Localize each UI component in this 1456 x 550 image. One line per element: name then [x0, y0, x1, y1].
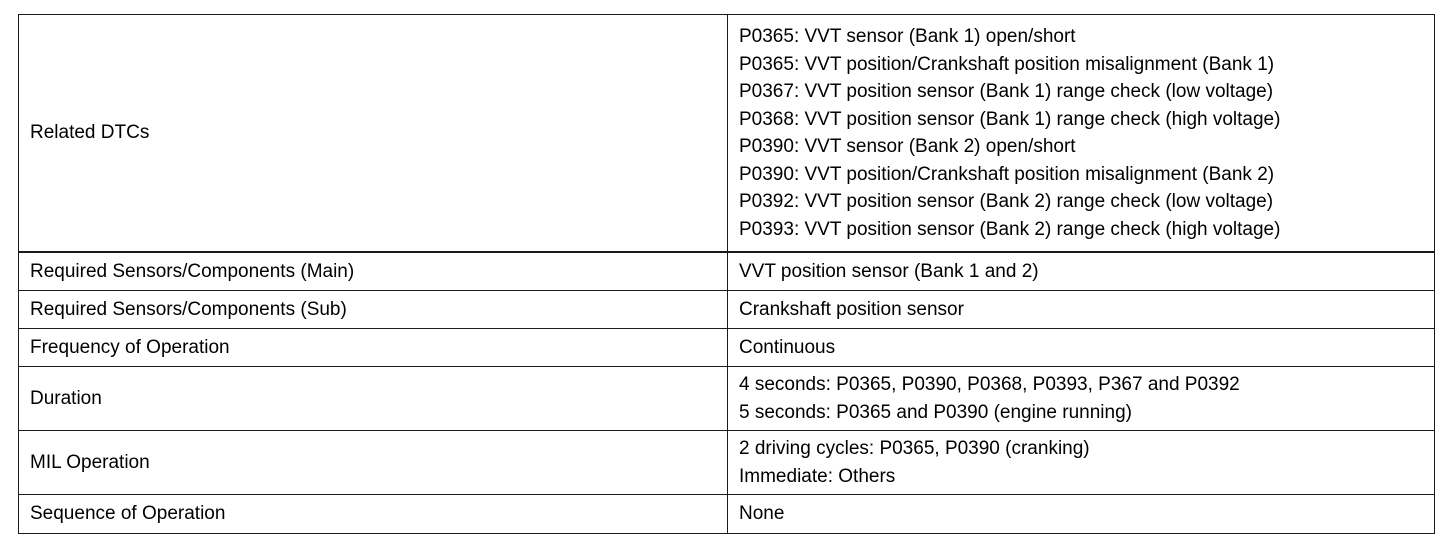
row-label: Required Sensors/Components (Main) — [19, 252, 728, 291]
table-row-duration — [19, 367, 1435, 431]
row-value — [728, 367, 1435, 431]
row-value — [728, 495, 1435, 534]
table-row-main-components — [19, 252, 1435, 291]
dtc-line: P0393: VVT position sensor (Bank 2) range check (high voltage) — [739, 218, 1281, 240]
table-row-sub-components — [19, 291, 1435, 329]
dtc-line: P0390: VVT position/Crankshaft position misalignment (Bank 2) — [739, 163, 1275, 185]
value-line: 4 seconds: P0365, P0390, P0368, P0393, P367 and P0392 — [739, 374, 1240, 395]
dtc-line: P0390: VVT sensor (Bank 2) open/short — [739, 136, 1076, 157]
table-row-related-dtcs — [19, 15, 1435, 253]
value-line: Continuous — [739, 336, 836, 358]
value-line: VVT position sensor (Bank 1 and 2) — [739, 260, 1039, 282]
row-value — [728, 431, 1435, 495]
row-value — [728, 252, 1435, 291]
value-line: 5 seconds: P0365 and P0390 (engine running) — [739, 401, 1132, 423]
row-label: Duration — [19, 367, 728, 431]
monitor-spec-table — [18, 14, 1435, 534]
dtc-line: P0392: VVT position sensor (Bank 2) range check (low voltage) — [739, 191, 1274, 212]
row-value — [728, 329, 1435, 367]
dtc-line: P0367: VVT position sensor (Bank 1) range check (low voltage) — [739, 81, 1274, 102]
dtc-line: P0368: VVT position sensor (Bank 1) range check (high voltage) — [739, 108, 1281, 130]
value-line: None — [739, 503, 785, 525]
row-label: Frequency of Operation — [19, 329, 728, 367]
table-row-mil-operation — [19, 431, 1435, 495]
value-line: Crankshaft position sensor — [739, 298, 964, 320]
row-label: Sequence of Operation — [19, 495, 728, 534]
value-line: Immediate: Others — [739, 465, 896, 487]
dtc-line: P0365: VVT sensor (Bank 1) open/short — [739, 26, 1076, 47]
table-row-frequency — [19, 329, 1435, 367]
row-label: MIL Operation — [19, 431, 728, 495]
row-value — [728, 15, 1435, 253]
dtc-line: P0365: VVT position/Crankshaft position misalignment (Bank 1) — [739, 53, 1275, 75]
row-value — [728, 291, 1435, 329]
row-label: Related DTCs — [19, 15, 728, 253]
table-row-sequence — [19, 495, 1435, 534]
value-line: 2 driving cycles: P0365, P0390 (cranking) — [739, 438, 1090, 459]
row-label: Required Sensors/Components (Sub) — [19, 291, 728, 329]
